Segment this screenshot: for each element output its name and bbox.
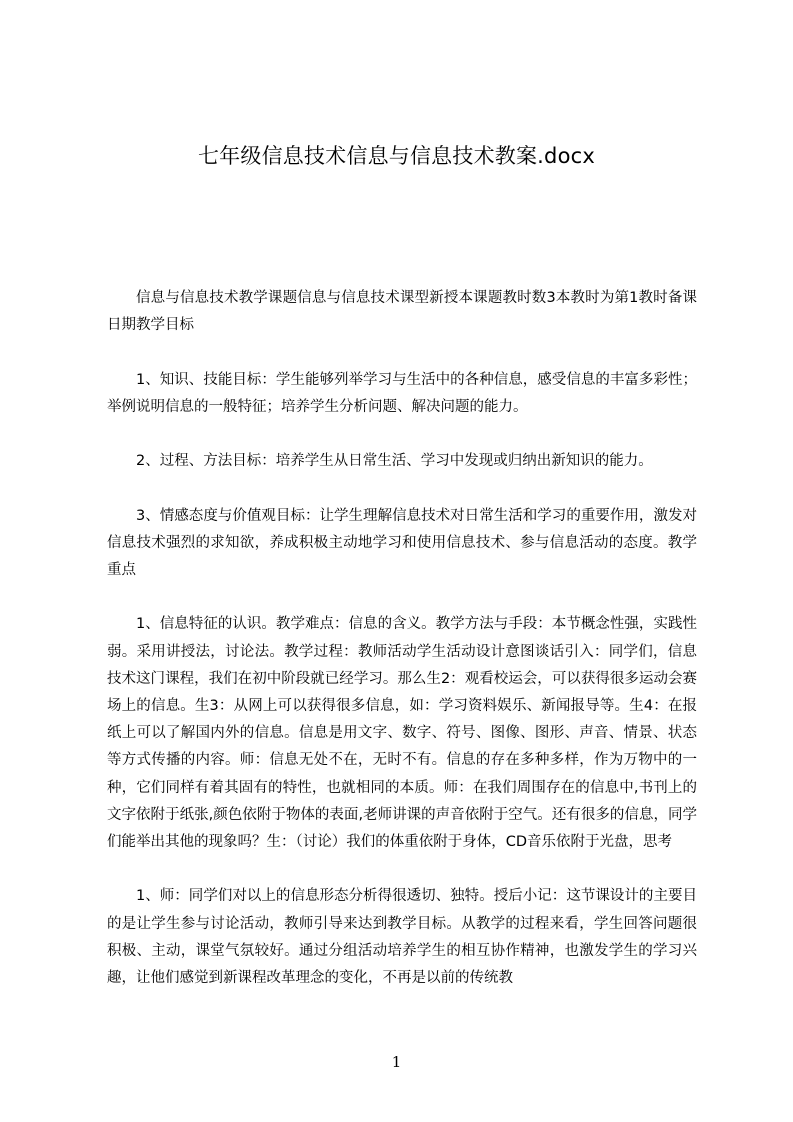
page-number: 1 — [391, 1053, 402, 1071]
paragraph-emotion-goal: 3、情感态度与价值观目标：让学生理解信息技术对日常生活和学习的重要作用，激发对信息技术强烈的求知欲，养成积极主动地学习和使用信息技术、参与信息活动的态度。教学重点 — [107, 507, 697, 578]
paragraph-reflection: 1、师：同学们对以上的信息形态分析得很透切、独特。授后小记：这节课设计的主要目的是让学生参与讨论活动，教师引导来达到教学目标。从教学的过程来看，学生回答问题很积极、主动，课堂气氛较好。通过分组活动培养学生的相互协作精神，也激发学生的学习兴趣，让他们感觉到新课程改革理念的变化，不再是以前的传统教 — [107, 888, 697, 986]
document-body — [107, 285, 697, 992]
paragraph-knowledge-goal: 1、知识、技能目标：学生能够列举学习与生活中的各种信息，感受信息的丰富多彩性；举例说明信息的一般特征；培养学生分析问题、解决问题的能力。 — [107, 371, 697, 415]
document-title: 七年级信息技术信息与信息技术教案.docx — [197, 144, 596, 168]
paragraph-teaching-process: 1、信息特征的认识。教学难点：信息的含义。教学方法与手段：本节概念性强，实践性弱。采用讲授法，讨论法。教学过程：教师活动学生活动设计意图谈话引入：同学们，信息技术这门课程，我们在初中阶段就已经学习。那么生2：观看校运会，可以获得很多运动会赛场上的信息。生3：从网上可以获得很多信息，如：学习资料娱乐、新闻报导等。生4：在报纸上可以了解国内外的信息。信息是用文字、数字、符号、图像、图形、声音、情景、状态等方式传播的内容。师：信息无处不在，无时不有。信息的存在多种多样，作为万物中的一种，它们同样有着其固有的特性，也就相同的本质。师：在我们周围存在的信息中,书刊上的文字依附于纸张,颜色依附于物体的表面,老师讲课的声音依附于空气。还有很多的信息，同学们能举出其他的现象吗？生：（讨论）我们的体重依附于身体，CD音乐依附于光盘，思考 — [107, 616, 697, 850]
paragraph-process-goal: 2、过程、方法目标：培养学生从日常生活、学习中发现或归纳出新知识的能力。 — [136, 453, 653, 470]
paragraph-lesson-info: 信息与信息技术教学课题信息与信息技术课型新授本课题教时数3本教时为第1教时备课日期教学目标 — [107, 290, 697, 334]
